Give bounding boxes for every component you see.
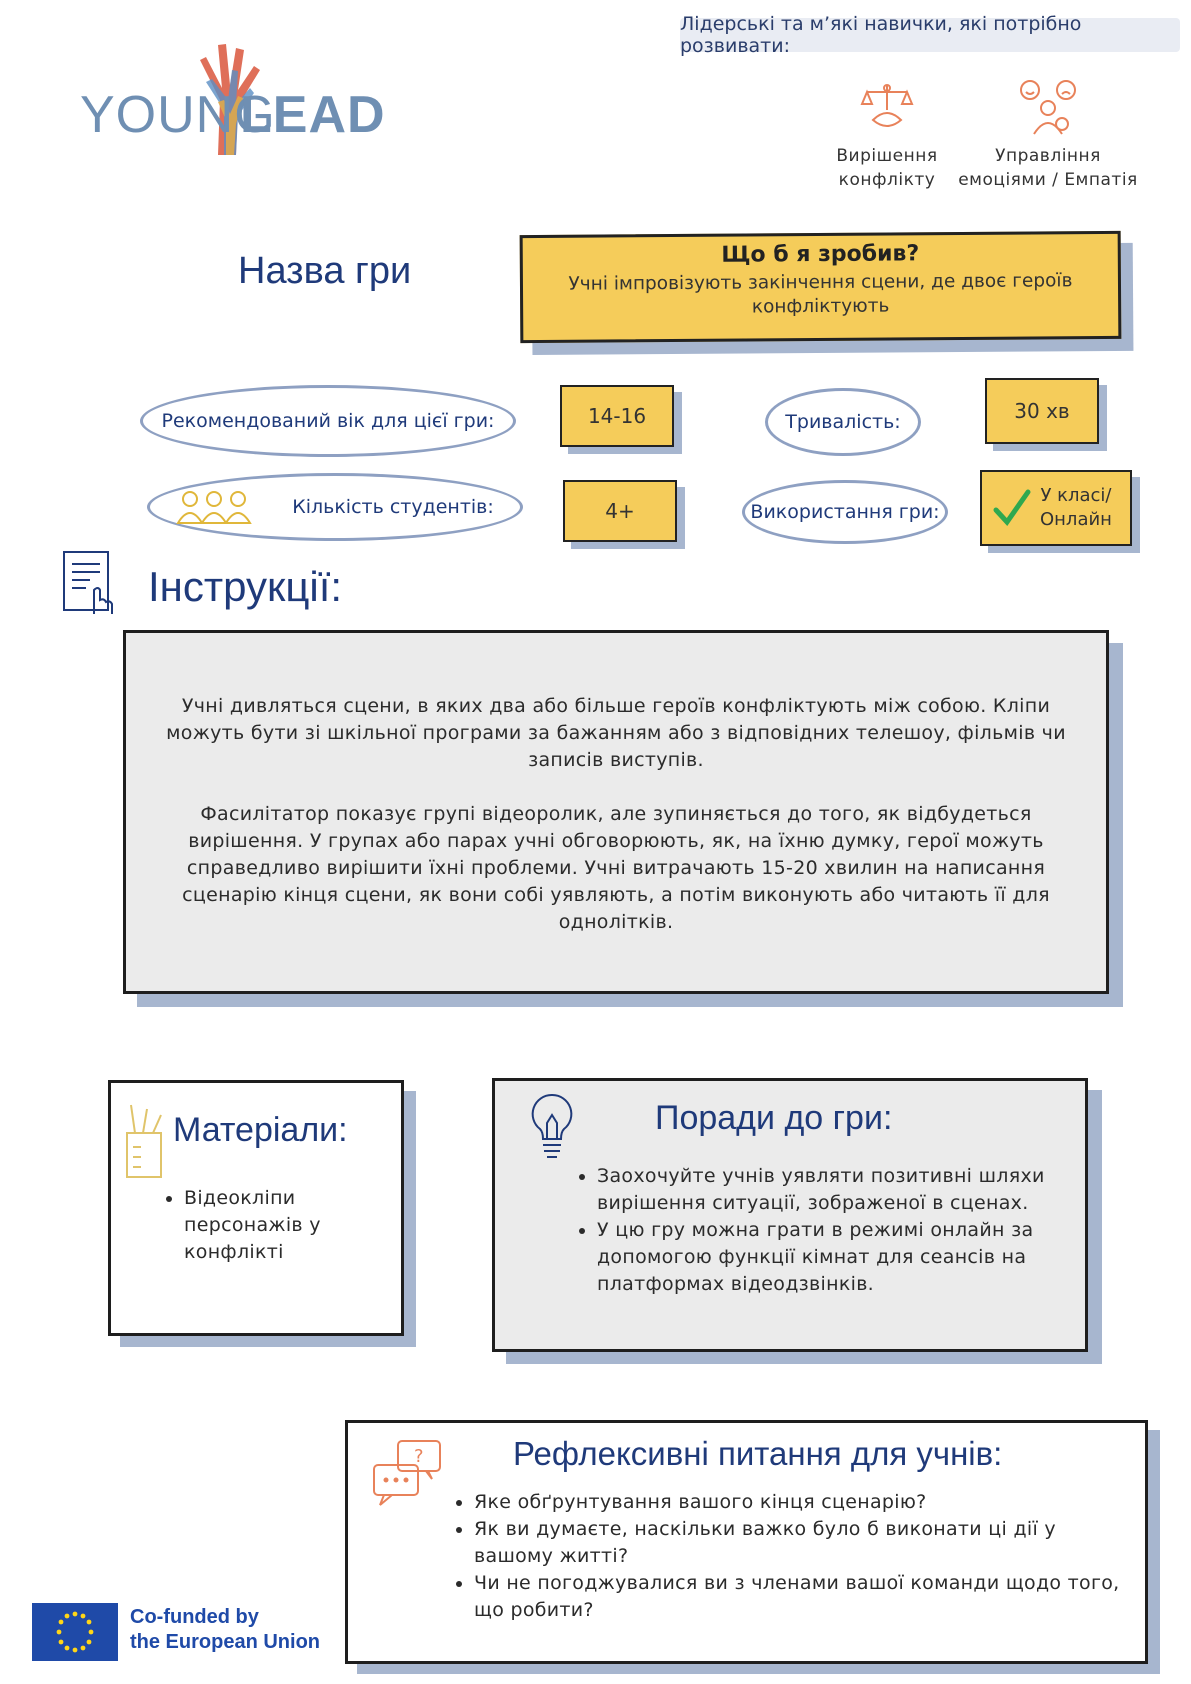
skill-conflict	[812, 80, 962, 192]
skill-line1: Управління	[995, 146, 1101, 166]
reflection-box	[345, 1420, 1148, 1664]
usage-line2: Онлайн	[1040, 509, 1112, 530]
skills-header: Лідерські та м’які навички, які потрібно розвивати:	[680, 18, 1180, 52]
game-title: Що б я зробив?	[721, 241, 920, 268]
game-name-label: Назва гри	[238, 250, 412, 292]
usage-line1: У класі/	[1040, 485, 1112, 506]
usage-label-pill	[742, 480, 948, 544]
svg-text:?: ?	[414, 1446, 424, 1467]
reflection-list	[446, 1489, 1134, 1624]
students-label: Кількість студентів:	[292, 496, 494, 518]
list-item: • Яке обґрунтування вашого кінця сценарію?	[474, 1489, 1134, 1516]
eu-line2: the European Union	[130, 1631, 320, 1653]
students-value-sticker	[563, 480, 677, 542]
materials-title: Матеріали:	[173, 1111, 348, 1149]
list-item: • Чи не погоджувалися ви з членами вашої команди щодо того, що робити?	[474, 1570, 1134, 1624]
instructions-box	[123, 630, 1109, 994]
age-label: Рекомендований вік для цієї гри:	[161, 410, 495, 432]
tips-list	[569, 1163, 1077, 1298]
checkmark-icon	[992, 488, 1032, 528]
reflection-title: Рефлексивні питання для учнів:	[513, 1435, 1003, 1472]
eu-line1: Co-funded by	[130, 1606, 259, 1628]
list-item: • Відеокліпи персонажів у конфлікті	[184, 1185, 404, 1266]
list-item: • У цю гру можна грати в режимі онлайн за допомогою функції кімнат для сеансів на платформах відеодзвінків.	[597, 1217, 1077, 1298]
skill-line2: емоціями / Емпатія	[958, 170, 1138, 190]
young-lead-logo	[80, 40, 386, 160]
students-label-pill	[147, 473, 523, 541]
duration-label: Тривалість:	[785, 411, 901, 433]
instructions-paragraph-1: Учні дивляться сцени, в яких два або більше героїв конфліктують між собою. Кліпи можуть бути зі шкільної програми за бажанням або з відповідних телешоу, фільмів чи записів виступів.	[166, 695, 1066, 771]
logo-word-young: YOUNG	[80, 86, 276, 144]
scales-hands-icon	[859, 80, 915, 136]
game-subtitle: Учні імпровізують закінчення сцени, де двоє героїв конфліктують	[568, 270, 1073, 318]
list-item: • Заохочуйте учнів уявляти позитивні шляхи вирішення ситуації, зображеної в сценах.	[597, 1163, 1077, 1217]
ruler-pencils-cup-icon	[121, 1103, 167, 1181]
instructions-title: Інструкції:	[148, 563, 343, 610]
duration-label-pill	[765, 388, 921, 456]
usage-value-sticker	[980, 470, 1132, 546]
instructions-document-icon	[60, 548, 118, 618]
logo-word-lead: LEAD	[240, 86, 386, 144]
eu-stars-icon	[32, 1603, 118, 1661]
emotions-person-icon	[1016, 78, 1080, 136]
age-value-sticker	[560, 385, 674, 447]
usage-label: Використання гри:	[750, 501, 940, 523]
skill-line2: конфлікту	[838, 170, 936, 190]
instructions-paragraph-2: Фасилітатор показує групі відеоролик, але зупиняється до того, як відбудеться вирішення. У групах або парах учні обговорюють, як, на їхню думку, герої можуть справедливо вирішити їхні проблеми. Учні витрачають 15-20 хвилин на написання сценарію кінця сцени, як вони собі уявляють, а потім виконують або читають її для однолітків.	[182, 803, 1050, 933]
age-value: 14-16	[587, 404, 647, 428]
materials-box	[108, 1080, 404, 1336]
list-item: • Як ви думаєте, наскільки важко було б виконати ці дії у вашому житті?	[474, 1516, 1134, 1570]
students-value: 4+	[605, 499, 635, 523]
skill-emotions	[948, 78, 1148, 192]
eu-flag	[32, 1603, 118, 1661]
materials-list	[156, 1185, 404, 1266]
lightbulb-icon	[527, 1091, 577, 1163]
tips-box	[492, 1078, 1088, 1352]
skill-line1: Вирішення	[836, 146, 938, 166]
eu-cofunded-text	[130, 1605, 320, 1655]
game-title-box	[520, 231, 1122, 343]
duration-value: 30 хв	[1014, 399, 1070, 423]
age-label-pill	[140, 385, 516, 457]
speech-bubbles-icon	[370, 1437, 446, 1509]
group-people-icon	[176, 489, 252, 525]
duration-value-sticker	[985, 378, 1099, 444]
tips-title: Поради до гри:	[655, 1099, 893, 1137]
